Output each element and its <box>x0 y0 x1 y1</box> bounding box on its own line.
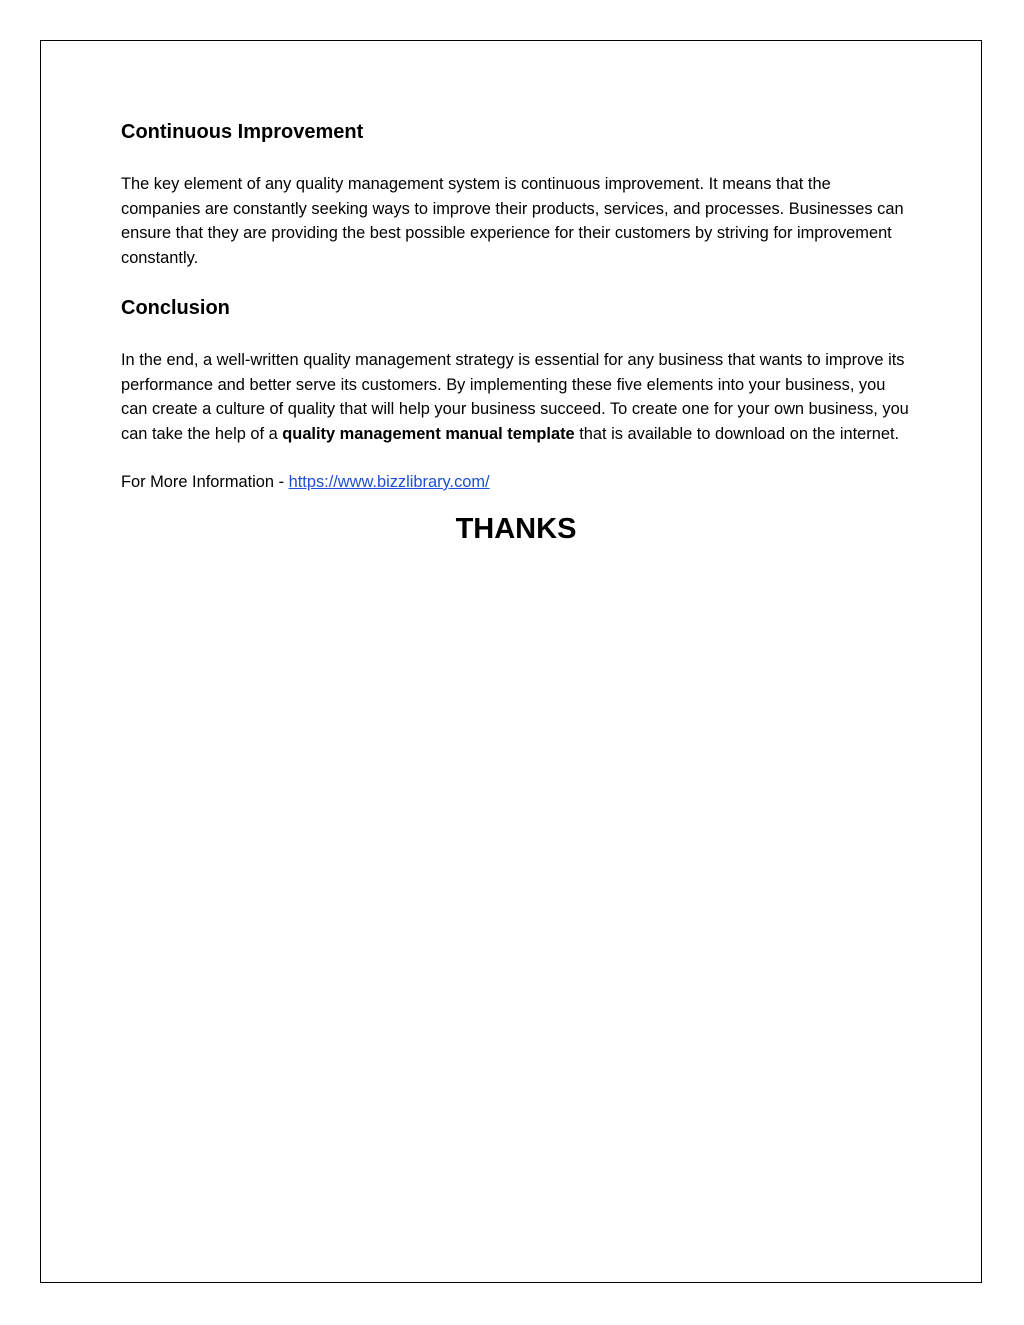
paragraph-continuous-improvement: The key element of any quality management system is continuous improvement. It means that the companies are constantly seeking ways to improve their products, services, and processes. Businesses can ensure that they are providing the best possible experience for their customers by striving for improvement constantly. <box>121 175 904 267</box>
section-heading-continuous-improvement: Continuous Improvement <box>121 121 364 143</box>
section-heading-conclusion: Conclusion <box>121 297 230 319</box>
conclusion-text-start: In the end, a well-written quality management strategy is essential for any business that wants to improve its performance and better serve its customers. By implementing these five elements into your business, you can create a culture of quality that will help your business succeed. To create one for your own business, you can take the help of a <box>121 351 909 443</box>
more-info-line <box>121 470 911 495</box>
conclusion-bold-phrase: quality management manual template <box>282 424 575 443</box>
document-content <box>121 118 911 547</box>
more-info-label: For More Information - <box>121 473 289 491</box>
thanks-title: THANKS <box>455 512 577 545</box>
paragraph-conclusion <box>121 348 911 446</box>
bizzlibrary-link[interactable]: https://www.bizzlibrary.com/ <box>288 473 490 491</box>
conclusion-text-end: that is available to download on the internet. <box>574 424 900 443</box>
